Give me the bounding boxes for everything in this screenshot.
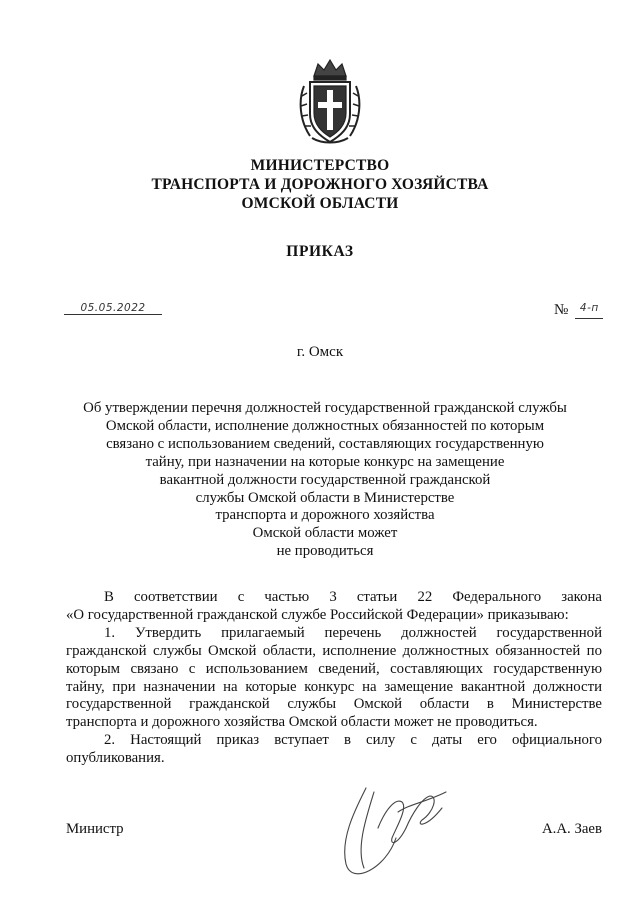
- handwritten-number: 4-п: [575, 302, 603, 319]
- city: г. Омск: [296, 344, 344, 360]
- body-line: тайну, при назначении на которые конкурс на замещение вакантной должности: [66, 678, 602, 695]
- title-line: транспорта и дорожного хозяйства: [215, 507, 435, 524]
- body-line: гражданской службы Омской области, исполнение должностных обязанностей по: [66, 642, 602, 659]
- preamble-paragraph: [66, 589, 602, 625]
- title-line: службы Омской области в Министерстве: [195, 489, 455, 506]
- coat-of-arms-icon: [296, 56, 364, 146]
- item-2-paragraph: [66, 732, 602, 768]
- body-line: которым связано с использованием сведений, составляющих государственную: [66, 660, 602, 677]
- signer-name: А.А. Заев: [541, 821, 602, 837]
- body-line: 2. Настоящий приказ вступает в силу с даты его официального: [104, 732, 602, 749]
- date-field: [64, 298, 162, 315]
- body-line: транспорта и дорожного хозяйства Омской области может не проводиться.: [66, 714, 538, 731]
- handwritten-date: 05.05.2022: [80, 302, 146, 314]
- signer-position: Министр: [66, 821, 124, 837]
- title-line: вакантной должности государственной гражданской: [159, 471, 491, 488]
- body-line: государственной гражданской службы Омской области в Министерстве: [66, 696, 602, 713]
- body-line: опубликования.: [66, 750, 165, 767]
- document-type: ПРИКАЗ: [286, 243, 354, 260]
- body-line: 1. Утвердить прилагаемый перечень должностей государственной: [104, 624, 602, 641]
- number-sign: №: [554, 302, 569, 318]
- title-line: Об утверждении перечня должностей государственной гражданской службы: [83, 400, 567, 416]
- ministry-line-3: ОМСКОЙ ОБЛАСТИ: [241, 195, 399, 212]
- document-title: [60, 400, 590, 561]
- ministry-line-2: ТРАНСПОРТА И ДОРОЖНОГО ХОЗЯЙСТВА: [151, 176, 489, 193]
- item-1-paragraph: [66, 625, 602, 732]
- title-line: Омской области, исполнение должностных обязанностей по которым: [105, 417, 545, 434]
- body-line: В соответствии с частью 3 статьи 22 Федерального закона: [104, 589, 602, 605]
- title-line: связано с использованием сведений, составляющих государственную: [106, 435, 544, 452]
- ministry-name: [0, 156, 640, 213]
- title-line: тайну, при назначении на которые конкурс на замещение: [145, 453, 505, 470]
- body-line: «О государственной гражданской службе Российской Федерации» приказываю:: [66, 606, 569, 623]
- title-line: Омской области может: [252, 525, 398, 542]
- document-body: [66, 589, 602, 768]
- order-number: [554, 298, 603, 316]
- signature-block: [66, 821, 602, 841]
- title-line: не проводиться: [276, 543, 374, 560]
- ministry-line-1: МИНИСТЕРСТВО: [250, 157, 390, 174]
